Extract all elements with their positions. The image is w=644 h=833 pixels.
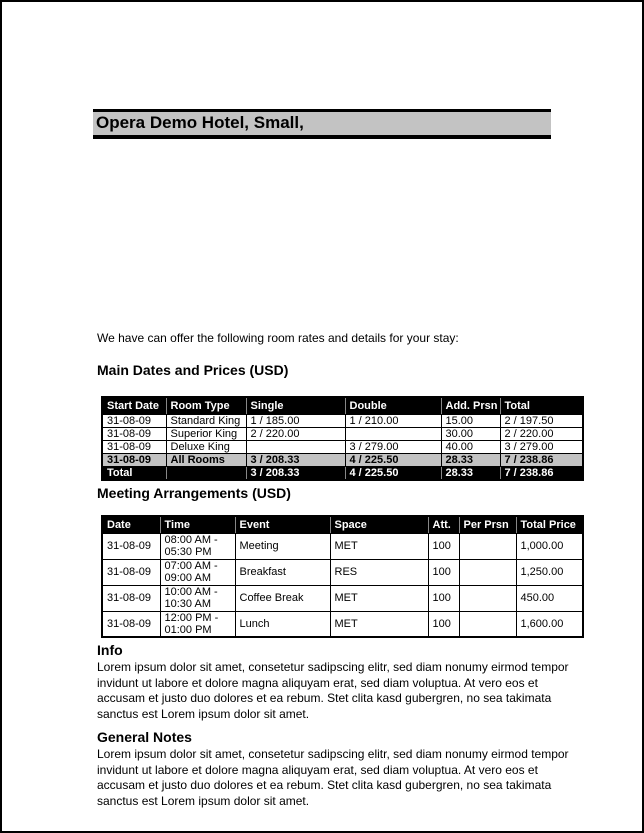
cell-single: 2 / 220.00 bbox=[246, 427, 345, 440]
cell-add-prsn: 28.33 bbox=[441, 466, 500, 480]
general-notes-section-heading: General Notes bbox=[97, 729, 192, 745]
meetings-row-coffee-break bbox=[102, 585, 583, 611]
col-event: Event bbox=[235, 516, 330, 533]
meetings-row-meeting bbox=[102, 533, 583, 559]
col-room-type: Room Type bbox=[166, 397, 246, 414]
cell-add-prsn: 15.00 bbox=[441, 414, 500, 427]
cell-total: 7 / 238.86 bbox=[500, 453, 583, 466]
cell-space: MET bbox=[330, 533, 428, 559]
cell-date: 31-08-09 bbox=[102, 533, 160, 559]
cell-room-type: Deluxe King bbox=[166, 440, 246, 453]
cell-event: Lunch bbox=[235, 611, 330, 637]
cell-total-label: Total bbox=[102, 466, 166, 480]
cell-time: 12:00 PM - 01:00 PM bbox=[160, 611, 235, 637]
cell-single: 3 / 208.33 bbox=[246, 466, 345, 480]
meetings-row-lunch bbox=[102, 611, 583, 637]
cell-single bbox=[246, 440, 345, 453]
cell-date: 31-08-09 bbox=[102, 559, 160, 585]
cell-start-date: 31-08-09 bbox=[102, 414, 166, 427]
cell-att: 100 bbox=[428, 585, 459, 611]
rates-row-total bbox=[102, 466, 583, 480]
cell-space: MET bbox=[330, 611, 428, 637]
cell-date: 31-08-09 bbox=[102, 585, 160, 611]
cell-add-prsn: 28.33 bbox=[441, 453, 500, 466]
col-time: Time bbox=[160, 516, 235, 533]
cell-room-type: All Rooms bbox=[166, 453, 246, 466]
info-section-heading: Info bbox=[97, 642, 123, 658]
cell-start-date: 31-08-09 bbox=[102, 427, 166, 440]
cell-event: Coffee Break bbox=[235, 585, 330, 611]
cell-time: 07:00 AM - 09:00 AM bbox=[160, 559, 235, 585]
cell-per-prsn bbox=[459, 585, 516, 611]
rates-row-all-rooms bbox=[102, 453, 583, 466]
cell-total-price: 1,000.00 bbox=[516, 533, 583, 559]
cell-single: 1 / 185.00 bbox=[246, 414, 345, 427]
col-total-price: Total Price bbox=[516, 516, 583, 533]
cell-add-prsn: 40.00 bbox=[441, 440, 500, 453]
cell-total-price: 1,250.00 bbox=[516, 559, 583, 585]
info-body-text: Lorem ipsum dolor sit amet, consetetur sadipscing elitr, sed diam nonumy eirmod tempor invidunt ut labore et dolore magna aliquyam erat, sed diam voluptua. At vero eos et accusam et justo duo dolores et ea rebum. Stet clita kasd gubergren, no sea takimata sanctus est Lorem ipsum dolor sit amet. bbox=[97, 660, 569, 721]
rates-table bbox=[101, 396, 584, 481]
col-space: Space bbox=[330, 516, 428, 533]
cell-single: 3 / 208.33 bbox=[246, 453, 345, 466]
cell-space: MET bbox=[330, 585, 428, 611]
cell-per-prsn bbox=[459, 559, 516, 585]
cell-add-prsn: 30.00 bbox=[441, 427, 500, 440]
meetings-section-heading: Meeting Arrangements (USD) bbox=[97, 485, 291, 501]
cell-total: 2 / 220.00 bbox=[500, 427, 583, 440]
cell-event: Breakfast bbox=[235, 559, 330, 585]
meetings-table bbox=[101, 515, 584, 638]
meetings-row-breakfast bbox=[102, 559, 583, 585]
col-total: Total bbox=[500, 397, 583, 414]
cell-double: 4 / 225.50 bbox=[345, 466, 441, 480]
cell-double bbox=[345, 427, 441, 440]
cell-double: 4 / 225.50 bbox=[345, 453, 441, 466]
cell-att: 100 bbox=[428, 533, 459, 559]
col-date: Date bbox=[102, 516, 160, 533]
col-double: Double bbox=[345, 397, 441, 414]
cell-total: 2 / 197.50 bbox=[500, 414, 583, 427]
col-single: Single bbox=[246, 397, 345, 414]
cell-room-type: Superior King bbox=[166, 427, 246, 440]
cell-total: 7 / 238.86 bbox=[500, 466, 583, 480]
rates-row-superior-king bbox=[102, 427, 583, 440]
cell-double: 1 / 210.00 bbox=[345, 414, 441, 427]
rates-row-deluxe-king bbox=[102, 440, 583, 453]
col-start-date: Start Date bbox=[102, 397, 166, 414]
cell-start-date: 31-08-09 bbox=[102, 453, 166, 466]
cell-empty bbox=[166, 466, 246, 480]
col-per-prsn: Per Prsn bbox=[459, 516, 516, 533]
rates-row-standard-king bbox=[102, 414, 583, 427]
hotel-title-bar: Opera Demo Hotel, Small, bbox=[93, 109, 551, 139]
general-notes-body-text: Lorem ipsum dolor sit amet, consetetur sadipscing elitr, sed diam nonumy eirmod tempor invidunt ut labore et dolore magna aliquyam erat, sed diam voluptua. At vero eos et accusam et justo duo dolores et ea rebum. Stet clita kasd gubergren, no sea takimata sanctus est Lorem ipsum dolor sit amet. bbox=[97, 747, 569, 808]
cell-total-price: 450.00 bbox=[516, 585, 583, 611]
cell-per-prsn bbox=[459, 533, 516, 559]
intro-text: We have can offer the following room rates and details for your stay: bbox=[97, 331, 459, 345]
cell-space: RES bbox=[330, 559, 428, 585]
cell-total-price: 1,600.00 bbox=[516, 611, 583, 637]
rates-section-heading: Main Dates and Prices (USD) bbox=[97, 362, 289, 378]
cell-start-date: 31-08-09 bbox=[102, 440, 166, 453]
col-add-prsn: Add. Prsn bbox=[441, 397, 500, 414]
cell-time: 08:00 AM - 05:30 PM bbox=[160, 533, 235, 559]
cell-att: 100 bbox=[428, 611, 459, 637]
cell-room-type: Standard King bbox=[166, 414, 246, 427]
cell-time: 10:00 AM - 10:30 AM bbox=[160, 585, 235, 611]
col-att: Att. bbox=[428, 516, 459, 533]
cell-double: 3 / 279.00 bbox=[345, 440, 441, 453]
cell-total: 3 / 279.00 bbox=[500, 440, 583, 453]
cell-date: 31-08-09 bbox=[102, 611, 160, 637]
cell-event: Meeting bbox=[235, 533, 330, 559]
rates-table-header-row bbox=[102, 397, 583, 414]
cell-per-prsn bbox=[459, 611, 516, 637]
meetings-table-header-row bbox=[102, 516, 583, 533]
cell-att: 100 bbox=[428, 559, 459, 585]
